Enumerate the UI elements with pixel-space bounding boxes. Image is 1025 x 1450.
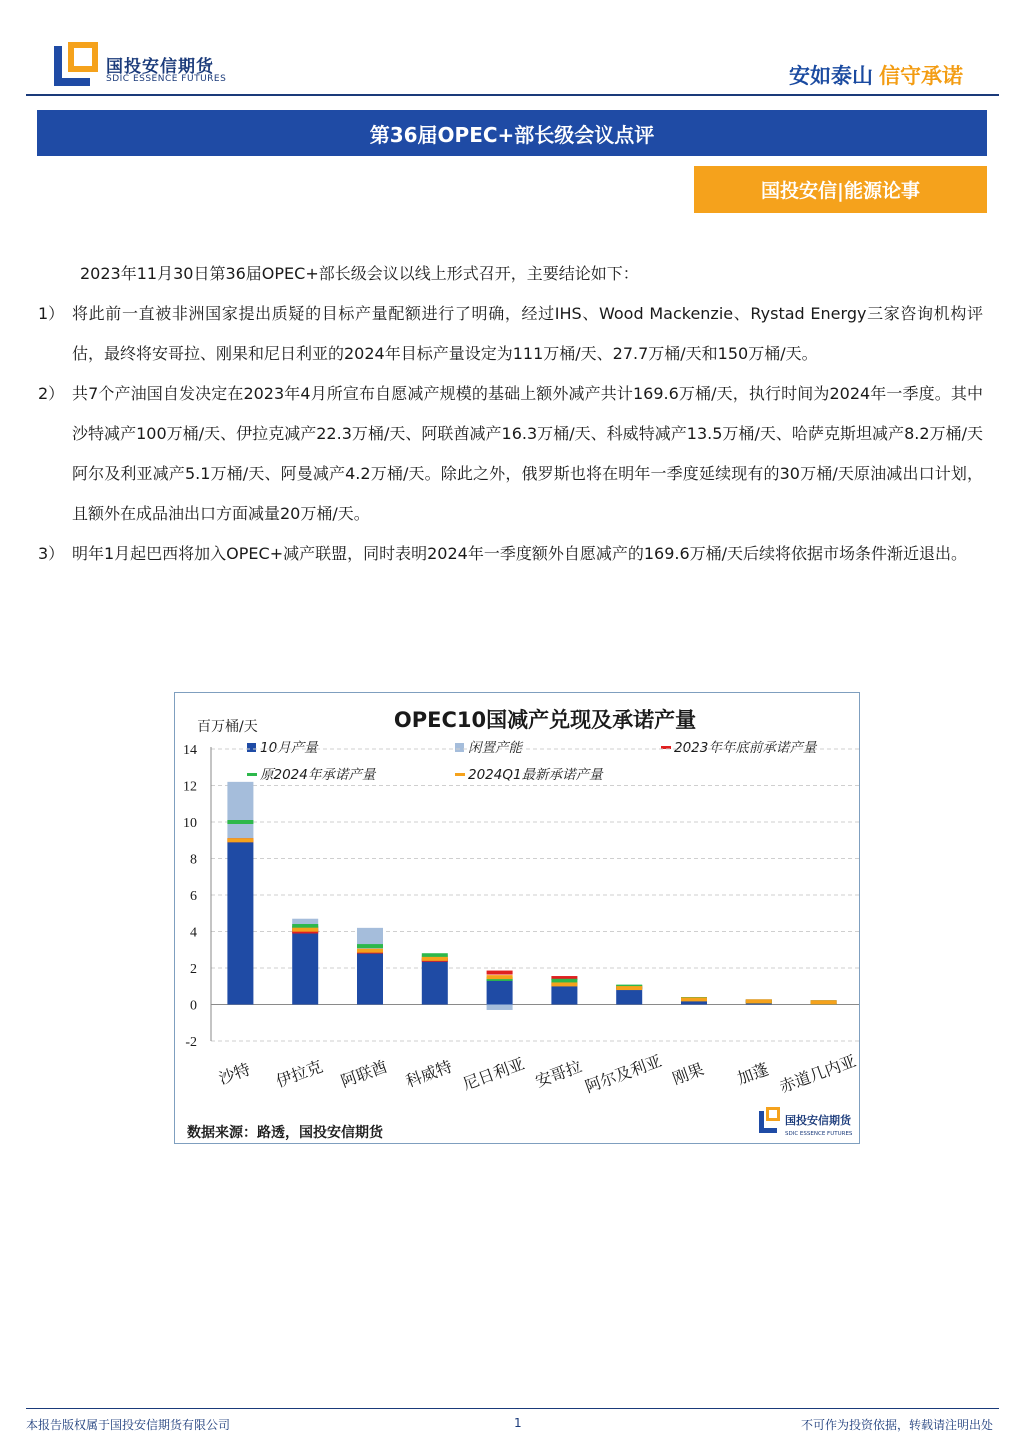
x-tick-label: 阿联酋	[338, 1056, 390, 1091]
x-tick-label: 赤道几内亚	[776, 1051, 859, 1097]
list-item	[38, 534, 983, 574]
list-item-text: 将此前一直被非洲国家提出质疑的目标产量配额进行了明确，经过IHS、Wood Mackenzie、Rystad Energy三家咨询机构评估，最终将安哥拉、刚果和尼日利亚的2024年目标产量设定为111万桶/天、27.7万桶/天和150万桶/天。	[72, 304, 983, 363]
legend-swatch	[455, 773, 465, 776]
footer-disclaimer: 不可作为投资依据，转载请注明出处	[800, 1418, 993, 1432]
x-tick-label: 科威特	[403, 1056, 455, 1091]
header-slogan	[789, 60, 963, 90]
bar-production	[487, 979, 513, 1005]
column-tag: 国投安信|能源论事	[694, 166, 987, 213]
list-item	[38, 374, 983, 534]
marker-2024Q1最新承诺产量	[487, 975, 513, 979]
marker-2024Q1最新承诺产量	[292, 928, 318, 932]
legend-label: 2024Q1最新承诺产量	[468, 767, 603, 783]
y-tick-label: 10	[183, 816, 197, 831]
footer-divider	[26, 1408, 999, 1409]
legend-swatch	[247, 743, 256, 752]
marker-2024Q1最新承诺产量	[746, 999, 772, 1003]
marker-原2024年承诺产量	[551, 979, 577, 983]
y-axis-label: 百万桶/天	[197, 719, 258, 735]
slogan-part-1: 安如泰山	[789, 64, 873, 88]
bar-production	[422, 959, 448, 1005]
legend-label: 2023年年底前承诺产量	[674, 740, 817, 756]
legend-label: 闲置产能	[468, 740, 522, 756]
legend-label: 原2024年承诺产量	[260, 767, 376, 783]
x-tick-label: 安哥拉	[532, 1056, 585, 1091]
marker-2024Q1最新承诺产量	[681, 997, 707, 1001]
x-tick-label: 伊拉克	[273, 1056, 326, 1091]
logo-company-name: 国投安信期货	[106, 57, 214, 77]
x-tick-label: 加蓬	[734, 1059, 772, 1089]
y-tick-label: 8	[190, 852, 197, 868]
marker-2024Q1最新承诺产量	[811, 1000, 837, 1004]
list-item-number: 2）	[38, 384, 65, 403]
bar-production	[357, 952, 383, 1005]
y-tick-label: 12	[183, 779, 197, 795]
bar-production	[292, 926, 318, 1004]
y-tick-label: -2	[185, 1035, 197, 1050]
marker-2024Q1最新承诺产量	[616, 986, 642, 990]
marker-2024Q1最新承诺产量	[551, 982, 577, 986]
bar-production	[227, 842, 253, 1004]
watermark-name-en: SDIC ESSENCE FUTURES	[785, 1131, 853, 1137]
list-item	[38, 294, 983, 374]
bar-spare-capacity	[227, 782, 253, 842]
marker-原2024年承诺产量	[357, 944, 383, 948]
marker-2024Q1最新承诺产量	[357, 949, 383, 953]
company-logo-icon	[54, 42, 98, 86]
watermark-logo-icon	[759, 1128, 777, 1133]
marker-2024Q1最新承诺产量	[227, 838, 253, 842]
logo-company-name-en: SDIC ESSENCE FUTURES	[106, 74, 227, 84]
intro-paragraph: 2023年11月30日第36届OPEC+部长级会议以线上形式召开，主要结论如下：	[80, 264, 639, 283]
marker-2023年年底前承诺产量	[487, 971, 513, 975]
y-tick-label: 6	[190, 889, 197, 904]
list-item-number: 3）	[38, 544, 65, 563]
list-item-number: 1）	[38, 304, 65, 323]
slogan-part-2: 信守承诺	[879, 64, 963, 88]
report-title: 第36届OPEC+部长级会议点评	[37, 110, 987, 156]
legend-label: 10月产量	[260, 740, 318, 756]
page-number: 1	[514, 1416, 522, 1430]
legend-swatch	[455, 743, 464, 752]
y-tick-label: 14	[183, 743, 197, 758]
y-tick-label: 4	[190, 925, 197, 941]
x-tick-label: 阿尔及利亚	[582, 1051, 665, 1097]
header-divider	[26, 94, 999, 96]
watermark-logo-icon	[769, 1110, 777, 1118]
chart-canvas	[175, 693, 859, 1143]
chart-source: 数据来源：路透，国投安信期货	[187, 1125, 383, 1141]
x-tick-label: 刚果	[669, 1059, 707, 1089]
marker-原2024年承诺产量	[292, 924, 318, 928]
list-item-text: 共7个产油国自发决定在2023年4月所宣布自愿减产规模的基础上额外减产共计169.6万桶/天，执行时间为2024年一季度。其中沙特减产100万桶/天、伊拉克减产22.3万桶/天、阿联酋减产16.3万桶/天、科威特减产13.5万桶/天、哈萨克斯坦减产8.2万桶/天阿尔及利亚减产5.1万桶/天、阿曼减产4.2万桶/天。除此之外，俄罗斯也将在明年一季度延续现有的30万桶/天原油减出口计划，且额外在成品油出口方面减量20万桶/天。	[72, 384, 983, 523]
y-tick-label: 0	[190, 998, 197, 1014]
x-tick-label: 尼日利亚	[460, 1053, 528, 1094]
marker-原2024年承诺产量	[227, 820, 253, 824]
legend-swatch	[247, 773, 257, 776]
y-tick-label: 2	[190, 962, 197, 977]
list-item-text: 明年1月起巴西将加入OPEC+减产联盟，同时表明2024年一季度额外自愿减产的169.6万桶/天后续将依据市场条件渐近退出。	[72, 544, 968, 563]
footer-copyright: 本报告版权属于国投安信期货有限公司	[26, 1418, 231, 1432]
page-header	[0, 0, 1025, 98]
marker-2024Q1最新承诺产量	[422, 957, 448, 961]
report-body	[38, 254, 983, 574]
chart-title: OPEC10国减产兑现及承诺产量	[393, 708, 697, 732]
watermark-name: 国投安信期货	[785, 1114, 851, 1127]
production-chart	[174, 692, 860, 1144]
bar-spare-capacity	[487, 1005, 513, 1010]
marker-原2024年承诺产量	[422, 953, 448, 957]
x-tick-label: 沙特	[216, 1059, 253, 1089]
